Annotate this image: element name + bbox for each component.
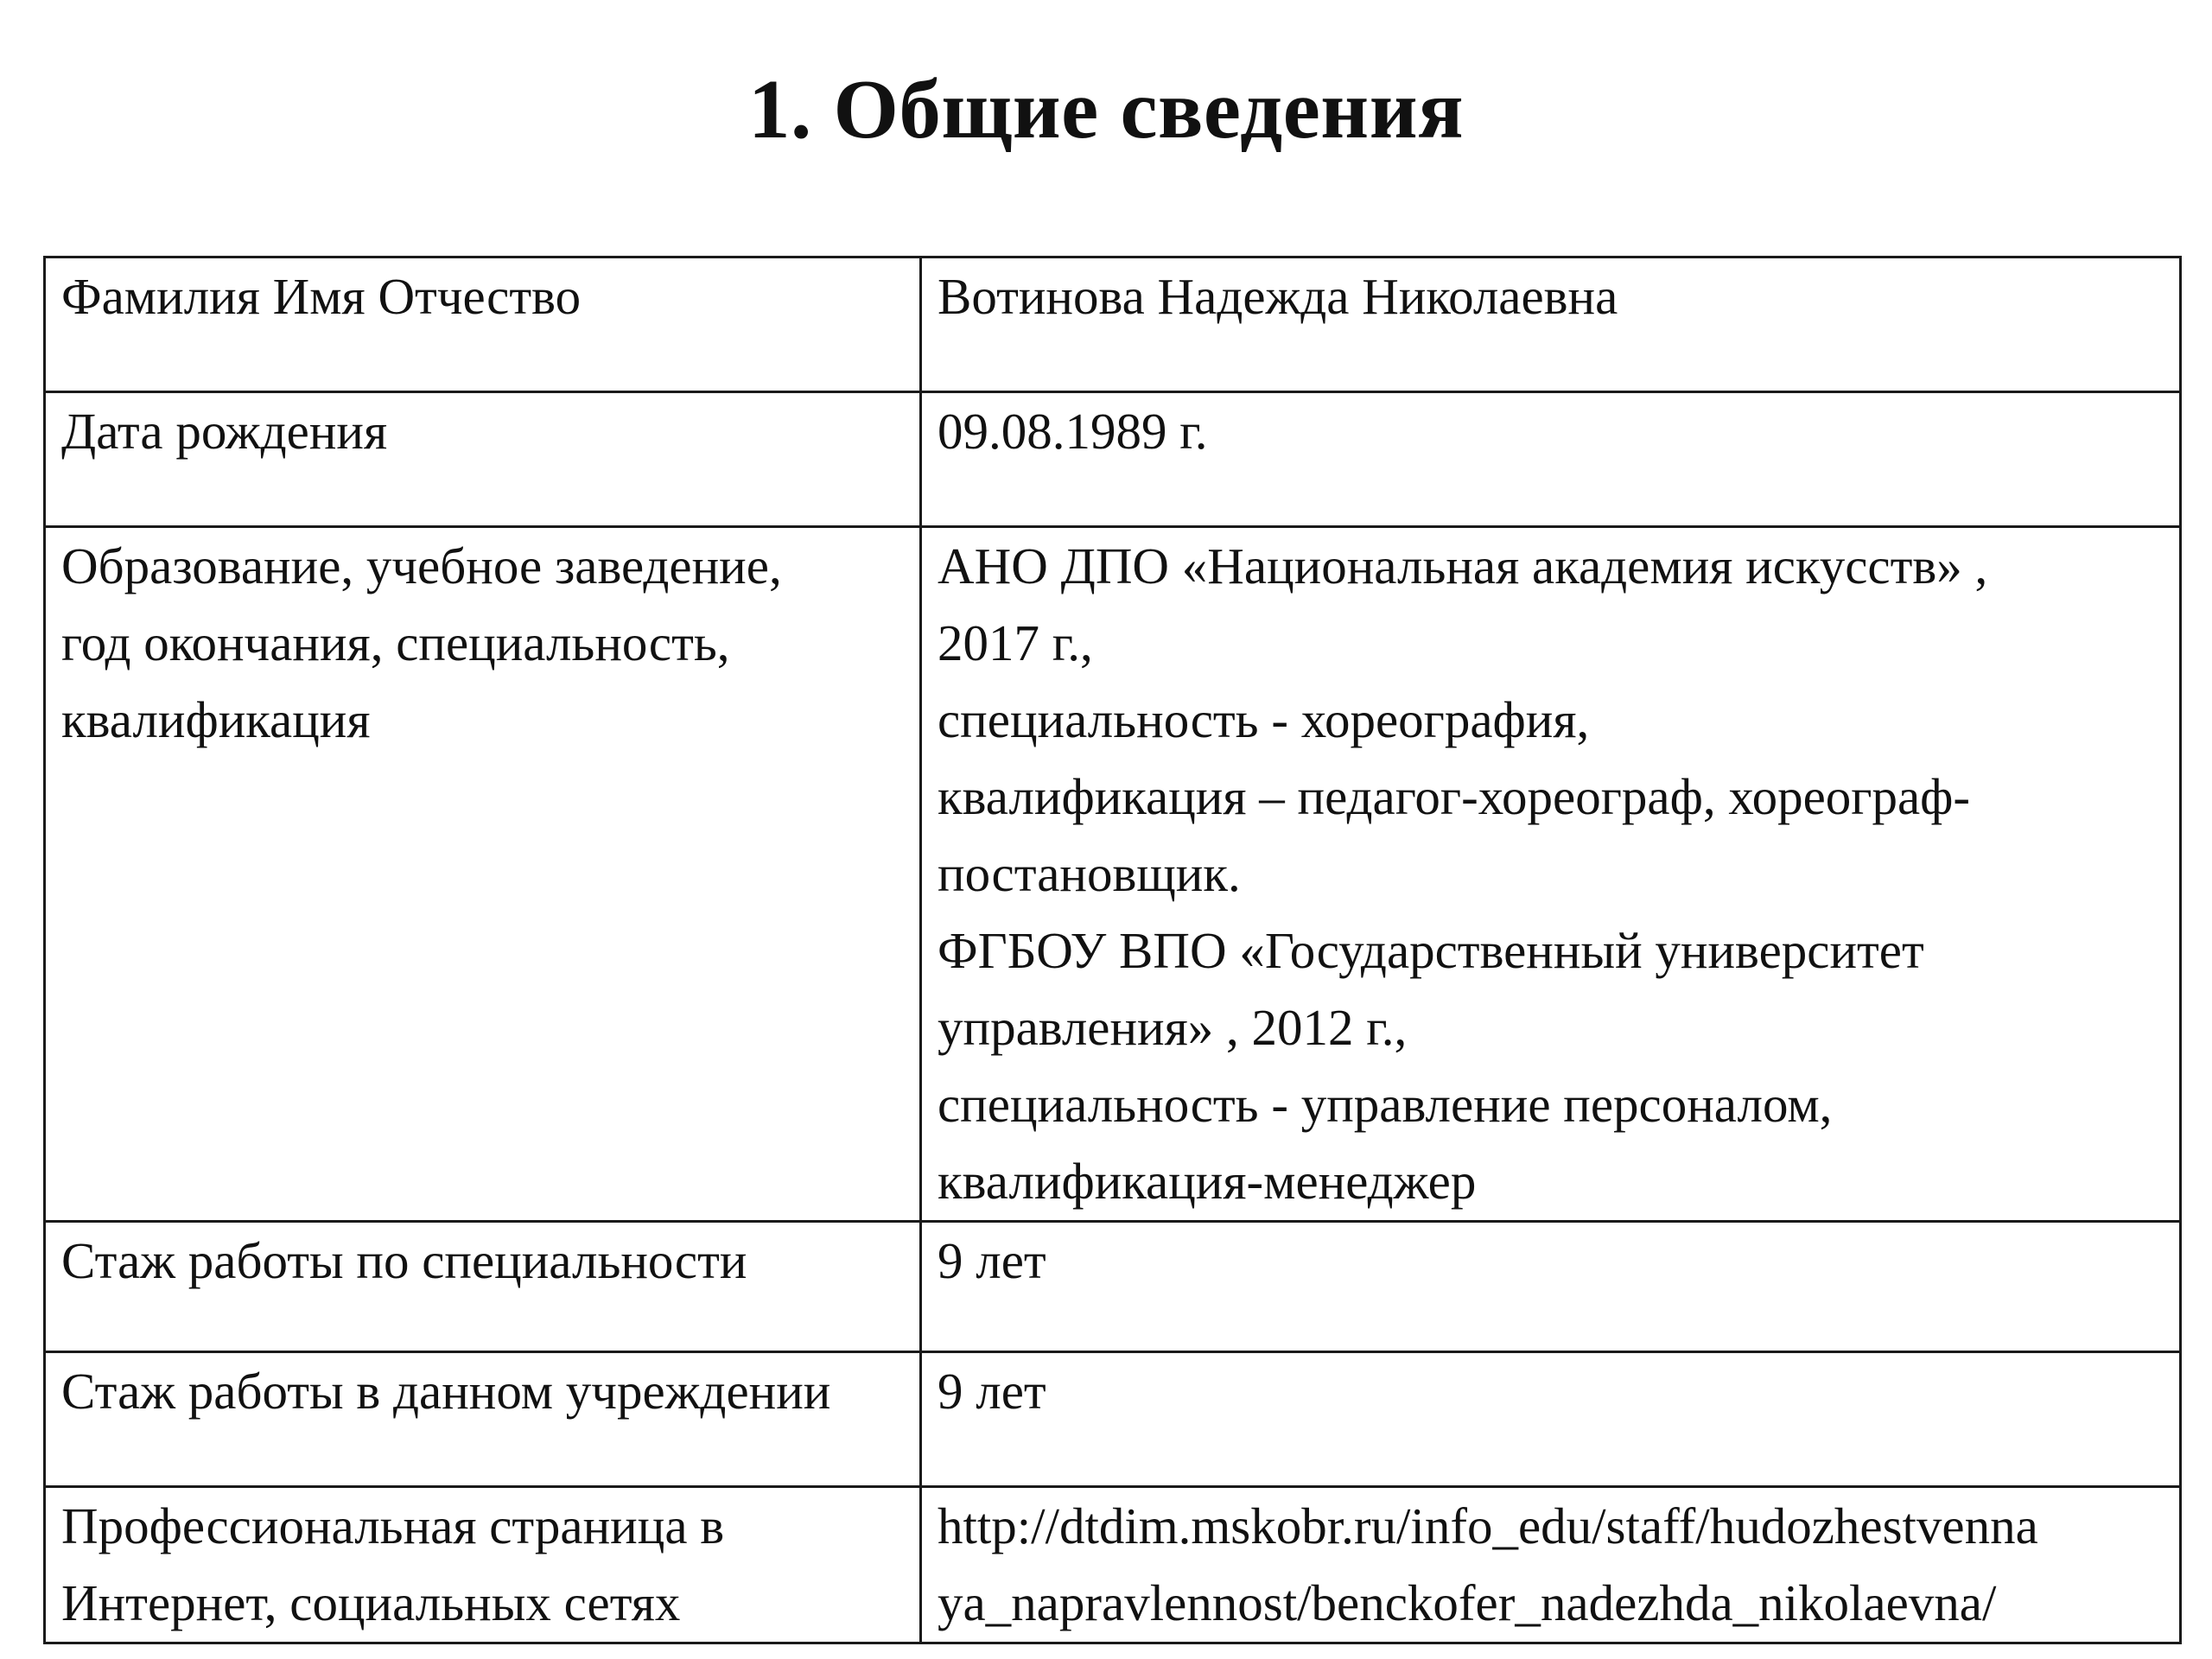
label-cell-professional-page (45, 1487, 921, 1643)
value-text: ФГБОУ ВПО «Государственный университет (938, 922, 1924, 979)
value-text: Вотинова Надежда Николаевна (938, 268, 1618, 325)
label-cell-birth-date (45, 392, 921, 527)
label-text: год окончания, специальность, (61, 614, 730, 671)
value-cell-full-name (921, 257, 2181, 392)
table-row-full-name (45, 257, 2181, 392)
value-text: специальность - хореография, (938, 691, 1590, 748)
table-row-birth-date (45, 392, 2181, 527)
value-text: квалификация – педагог-хореограф, хореограф- (938, 768, 1971, 825)
label-text: Интернет, социальных сетях (61, 1574, 681, 1631)
label-cell-full-name (45, 257, 921, 392)
general-info-table (43, 256, 2182, 1644)
label-text: Фамилия Имя Отчество (61, 268, 582, 325)
label-cell-institution-experience (45, 1352, 921, 1487)
value-cell-institution-experience (921, 1352, 2181, 1487)
table-row-institution-experience (45, 1352, 2181, 1487)
value-text: управления» , 2012 г., (938, 999, 1408, 1056)
table-row-specialty-experience (45, 1222, 2181, 1352)
value-cell-education (921, 527, 2181, 1222)
value-text: квалификация-менеджер (938, 1153, 1477, 1210)
label-text: Стаж работы по специальности (61, 1232, 747, 1289)
page-title: 1. Общие сведения (747, 63, 1465, 156)
value-text: 09.08.1989 г. (938, 403, 1208, 460)
value-text: 2017 г., (938, 614, 1093, 671)
value-text: постановщик. (938, 845, 1241, 902)
label-cell-specialty-experience (45, 1222, 921, 1352)
profile-url-link[interactable]: http://dtdim.mskobr.ru/info_edu/staff/hudozhestvenna (938, 1497, 2038, 1554)
label-cell-education (45, 527, 921, 1222)
label-text: Стаж работы в данном учреждении (61, 1363, 831, 1420)
value-cell-specialty-experience (921, 1222, 2181, 1352)
table-row-professional-page (45, 1487, 2181, 1643)
table-row-education (45, 527, 2181, 1222)
label-text: Профессиональная страница в (61, 1497, 725, 1554)
label-text: Образование, учебное заведение, (61, 537, 782, 594)
value-text: 9 лет (938, 1363, 1046, 1420)
label-text: квалификация (61, 691, 371, 748)
profile-url-link[interactable]: ya_napravlennost/benckofer_nadezhda_nikolaevna/ (938, 1574, 1997, 1631)
label-text: Дата рождения (61, 403, 388, 460)
value-cell-birth-date (921, 392, 2181, 527)
value-text: специальность - управление персоналом, (938, 1076, 1833, 1133)
value-cell-professional-page[interactable] (921, 1487, 2181, 1643)
value-text: АНО ДПО «Национальная академия искусств» , (938, 537, 1988, 594)
value-text: 9 лет (938, 1232, 1046, 1289)
